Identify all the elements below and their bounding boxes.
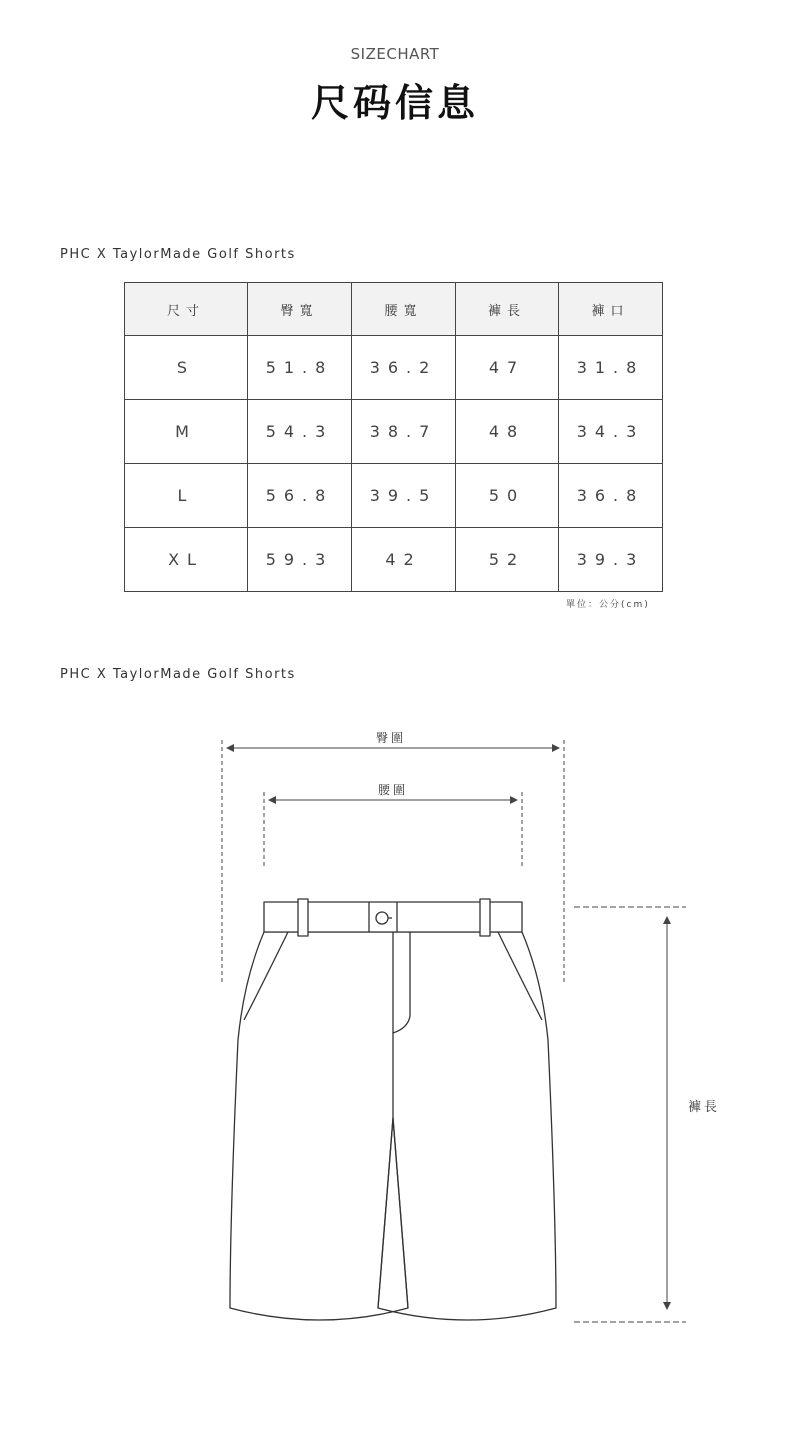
header-leg-opening: 褲口 xyxy=(559,283,663,336)
cell-leg-opening: 39.3 xyxy=(559,528,663,592)
product-name-table-section: PHC X TaylorMade Golf Shorts xyxy=(60,247,296,262)
waist-circumference-label: 腰圍 xyxy=(378,783,409,797)
size-chart-table xyxy=(124,282,663,592)
cell-pants-length: 52 xyxy=(456,528,559,592)
cell-waist-width: 36.2 xyxy=(352,336,456,400)
cell-waist-width: 39.5 xyxy=(352,464,456,528)
table-row xyxy=(125,400,663,464)
cell-size: S xyxy=(125,336,248,400)
pants-length-label: 褲長 xyxy=(688,1100,721,1115)
belt-loop-left xyxy=(298,899,308,936)
cell-size: M xyxy=(125,400,248,464)
page-subtitle: SIZECHART xyxy=(350,45,440,63)
cell-hip-width: 51.8 xyxy=(248,336,352,400)
shorts-measurement-diagram xyxy=(0,700,790,1360)
cell-pants-length: 50 xyxy=(456,464,559,528)
cell-pants-length: 47 xyxy=(456,336,559,400)
unit-note: 單位：公分(cm) xyxy=(566,600,650,610)
cell-leg-opening: 36.8 xyxy=(559,464,663,528)
cell-size: XL xyxy=(125,528,248,592)
table-row xyxy=(125,464,663,528)
cell-hip-width: 56.8 xyxy=(248,464,352,528)
header-pants-length: 褲長 xyxy=(456,283,559,336)
product-name-diagram-section: PHC X TaylorMade Golf Shorts xyxy=(60,667,296,682)
button-icon xyxy=(376,912,388,924)
cell-pants-length: 48 xyxy=(456,400,559,464)
header-hip-width: 臀寬 xyxy=(248,283,352,336)
page-title: 尺码信息 xyxy=(310,81,479,125)
cell-waist-width: 42 xyxy=(352,528,456,592)
cell-hip-width: 54.3 xyxy=(248,400,352,464)
table-row xyxy=(125,336,663,400)
shorts-illustration xyxy=(230,899,556,1320)
table-row xyxy=(125,528,663,592)
hip-circumference-label: 臀圍 xyxy=(376,731,407,745)
cell-leg-opening: 34.3 xyxy=(559,400,663,464)
cell-hip-width: 59.3 xyxy=(248,528,352,592)
belt-loop-right xyxy=(480,899,490,936)
header-size: 尺寸 xyxy=(125,283,248,336)
table-header-row xyxy=(125,283,663,336)
cell-waist-width: 38.7 xyxy=(352,400,456,464)
cell-size: L xyxy=(125,464,248,528)
cell-leg-opening: 31.8 xyxy=(559,336,663,400)
header-waist-width: 腰寬 xyxy=(352,283,456,336)
